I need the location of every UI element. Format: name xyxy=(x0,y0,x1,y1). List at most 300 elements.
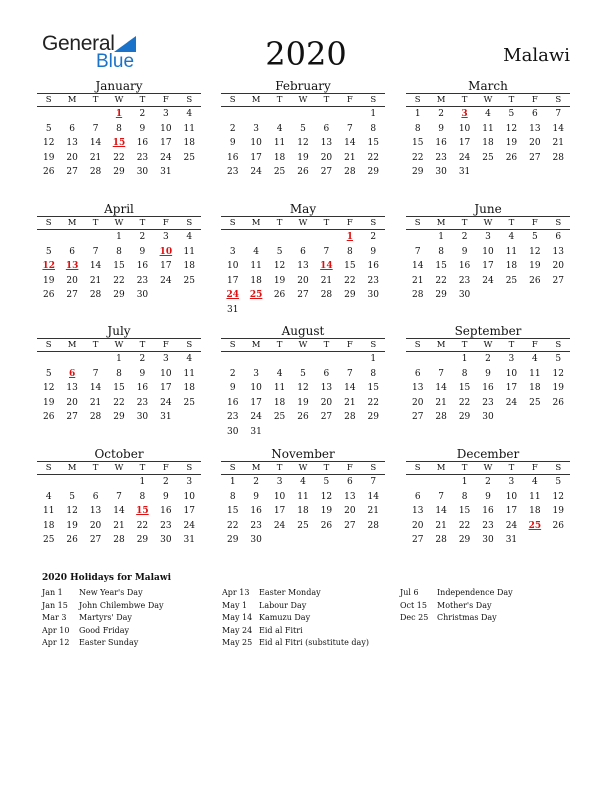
day-cell: 4 xyxy=(485,109,491,119)
weekday-header: T xyxy=(500,461,523,475)
day-cell: 4 xyxy=(186,109,193,119)
day-cell: 17 xyxy=(482,261,494,272)
day-cell: 26 xyxy=(297,167,309,178)
day-cell: 24 xyxy=(160,152,172,163)
day-cell: 23 xyxy=(482,520,494,531)
day-cell: 15 xyxy=(113,261,125,272)
day-cell: 25 xyxy=(42,535,55,546)
empty-day-cell xyxy=(315,230,338,245)
day-cell: 8 xyxy=(438,246,444,257)
holiday-item xyxy=(222,625,369,638)
day-cell: 20 xyxy=(411,397,424,408)
day-cell: 3 xyxy=(162,109,169,119)
holiday-date: Oct 15 xyxy=(400,600,427,610)
weekday-header: S xyxy=(37,216,60,230)
empty-day-cell xyxy=(84,107,107,122)
day-cell: 30 xyxy=(435,167,447,178)
day-cell: 15 xyxy=(435,261,447,272)
day-cell: 6 xyxy=(69,246,75,257)
day-cell: 20 xyxy=(66,152,78,163)
day-cell: 16 xyxy=(226,152,239,163)
day-cell: 3 xyxy=(162,354,169,364)
day-cell: 19 xyxy=(297,152,309,163)
day-cell: 29 xyxy=(113,412,125,423)
day-cell: 5 xyxy=(69,491,75,502)
day-cell: 7 xyxy=(323,246,330,257)
month-name: April xyxy=(104,202,134,216)
day-cell: 24 xyxy=(273,520,286,531)
empty-day-cell xyxy=(221,107,244,122)
holiday-name: Easter Sunday xyxy=(79,638,139,648)
day-cell: 25 xyxy=(482,152,494,163)
weekday-header: S xyxy=(37,338,60,352)
weekday-header: W xyxy=(291,93,314,107)
month-july xyxy=(37,324,201,425)
month-name: September xyxy=(454,324,522,338)
day-cell: 22 xyxy=(113,152,125,163)
day-cell: 21 xyxy=(89,152,102,163)
day-cell: 13 xyxy=(297,261,309,272)
month-days-grid xyxy=(406,338,570,425)
day-cell: 7 xyxy=(370,477,377,487)
day-cell: 10 xyxy=(160,123,172,134)
day-cell: 12 xyxy=(552,491,564,502)
day-cell: 12 xyxy=(273,261,286,272)
day-cell: 20 xyxy=(297,275,309,286)
day-cell: 3 xyxy=(508,477,515,487)
holiday-day-cell: 3 xyxy=(461,109,468,119)
day-cell: 29 xyxy=(435,290,447,301)
holiday-item xyxy=(42,587,164,600)
weekday-header: T xyxy=(268,461,291,475)
day-cell: 9 xyxy=(370,246,377,257)
day-cell: 11 xyxy=(183,123,195,134)
day-cell: 23 xyxy=(250,520,262,531)
day-cell: 21 xyxy=(113,520,125,531)
day-cell: 2 xyxy=(485,477,491,487)
day-cell: 4 xyxy=(276,123,283,134)
month-may xyxy=(221,202,385,318)
day-cell: 13 xyxy=(320,138,333,149)
month-days-grid xyxy=(221,216,385,318)
day-cell: 7 xyxy=(92,246,99,257)
day-cell: 2 xyxy=(229,368,236,379)
empty-day-cell xyxy=(338,107,361,122)
day-cell: 10 xyxy=(250,138,262,149)
holidays-title: 2020 Holidays for Malawi xyxy=(42,573,172,583)
day-cell: 27 xyxy=(320,412,333,423)
day-cell: 25 xyxy=(183,152,195,163)
weekday-header: M xyxy=(244,338,267,352)
day-cell: 5 xyxy=(555,477,562,487)
day-cell: 9 xyxy=(162,491,169,502)
day-cell: 22 xyxy=(458,520,471,531)
month-name: November xyxy=(271,447,335,461)
weekday-header: F xyxy=(154,93,177,107)
day-cell: 5 xyxy=(45,123,52,134)
weekday-header: W xyxy=(291,461,314,475)
day-cell: 15 xyxy=(367,138,379,149)
weekday-header: M xyxy=(429,216,452,230)
day-cell: 4 xyxy=(253,246,259,257)
day-cell: 26 xyxy=(42,290,55,301)
weekday-header: S xyxy=(406,216,429,230)
day-cell: 1 xyxy=(438,232,444,242)
day-cell: 14 xyxy=(411,261,424,272)
day-cell: 26 xyxy=(273,290,286,301)
weekday-header: T xyxy=(315,216,338,230)
weekday-header: S xyxy=(547,93,570,107)
day-cell: 31 xyxy=(160,412,172,423)
holiday-date: Jan 15 xyxy=(42,600,68,610)
holiday-day-cell: 25 xyxy=(249,290,263,301)
day-cell: 2 xyxy=(485,354,491,364)
weekday-header: M xyxy=(60,338,83,352)
day-cell: 13 xyxy=(411,383,424,394)
day-cell: 8 xyxy=(229,491,236,502)
day-cell: 11 xyxy=(183,246,195,257)
day-cell: 18 xyxy=(250,275,262,286)
day-cell: 5 xyxy=(276,246,283,257)
weekday-header: S xyxy=(547,216,570,230)
weekday-header: S xyxy=(547,461,570,475)
day-cell: 1 xyxy=(139,477,146,487)
day-cell: 30 xyxy=(367,290,379,301)
weekday-header: S xyxy=(221,216,244,230)
day-cell: 31 xyxy=(160,167,172,178)
month-september xyxy=(406,324,570,425)
day-cell: 13 xyxy=(344,491,356,502)
day-cell: 15 xyxy=(344,261,356,272)
month-name: May xyxy=(289,202,317,216)
day-cell: 27 xyxy=(66,412,78,423)
day-cell: 3 xyxy=(276,477,283,487)
day-cell: 21 xyxy=(435,397,447,408)
month-days-grid xyxy=(221,93,385,180)
empty-day-cell xyxy=(107,475,130,490)
day-cell: 21 xyxy=(344,397,356,408)
day-cell: 6 xyxy=(323,368,330,379)
day-cell: 14 xyxy=(367,491,379,502)
weekday-header: S xyxy=(221,93,244,107)
holiday-date: Dec 25 xyxy=(400,613,429,623)
day-cell: 6 xyxy=(300,246,306,257)
day-cell: 26 xyxy=(320,520,333,531)
day-cell: 26 xyxy=(42,412,55,423)
holiday-item xyxy=(400,600,513,613)
holiday-day-cell: 24 xyxy=(226,290,239,301)
holiday-day-cell: 12 xyxy=(42,261,55,272)
day-cell: 16 xyxy=(136,261,149,272)
holiday-name: Good Friday xyxy=(79,625,130,635)
day-cell: 3 xyxy=(253,368,259,379)
day-cell: 13 xyxy=(411,506,424,517)
weekday-header: T xyxy=(84,93,107,107)
holiday-day-cell: 13 xyxy=(65,261,79,272)
weekday-header: T xyxy=(315,338,338,352)
day-cell: 7 xyxy=(414,246,421,257)
day-cell: 27 xyxy=(344,520,356,531)
day-cell: 3 xyxy=(253,123,259,134)
day-cell: 5 xyxy=(531,232,538,242)
weekday-header: W xyxy=(107,93,130,107)
day-cell: 10 xyxy=(273,491,286,502)
day-cell: 25 xyxy=(529,397,541,408)
day-cell: 1 xyxy=(116,354,122,364)
day-cell: 20 xyxy=(320,152,333,163)
empty-day-cell xyxy=(37,107,60,122)
day-cell: 15 xyxy=(411,138,424,149)
day-cell: 17 xyxy=(273,506,286,517)
weekday-header: F xyxy=(338,216,361,230)
holiday-day-cell: 1 xyxy=(346,232,353,242)
day-cell: 30 xyxy=(136,290,149,301)
day-cell: 22 xyxy=(113,275,125,286)
day-cell: 10 xyxy=(250,383,262,394)
day-cell: 31 xyxy=(458,167,471,178)
day-cell: 3 xyxy=(162,232,169,242)
day-cell: 23 xyxy=(226,167,239,178)
day-cell: 3 xyxy=(485,232,491,242)
day-cell: 7 xyxy=(555,109,562,119)
month-october xyxy=(37,447,201,548)
weekday-header: S xyxy=(37,93,60,107)
month-november xyxy=(221,447,385,548)
day-cell: 12 xyxy=(552,368,564,379)
day-cell: 6 xyxy=(414,491,421,502)
holiday-column xyxy=(222,587,369,650)
day-cell: 19 xyxy=(529,261,541,272)
day-cell: 4 xyxy=(186,354,193,364)
day-cell: 28 xyxy=(344,167,356,178)
month-january xyxy=(37,79,201,180)
day-cell: 25 xyxy=(273,167,286,178)
holiday-item xyxy=(222,612,369,625)
day-cell: 14 xyxy=(552,123,564,134)
day-cell: 6 xyxy=(414,368,421,379)
empty-day-cell xyxy=(37,352,60,367)
day-cell: 22 xyxy=(226,520,239,531)
day-cell: 4 xyxy=(300,477,306,487)
day-cell: 30 xyxy=(482,535,494,546)
day-cell: 8 xyxy=(346,246,353,257)
day-cell: 23 xyxy=(458,275,471,286)
month-december xyxy=(406,447,570,548)
weekday-header: T xyxy=(84,338,107,352)
day-cell: 29 xyxy=(136,535,149,546)
day-cell: 16 xyxy=(482,383,494,394)
month-days-grid xyxy=(37,216,201,303)
day-cell: 19 xyxy=(42,397,55,408)
day-cell: 11 xyxy=(273,138,286,149)
day-cell: 16 xyxy=(226,397,239,408)
day-cell: 12 xyxy=(505,123,518,134)
holiday-date: May 1 xyxy=(222,600,248,610)
day-cell: 17 xyxy=(458,138,471,149)
weekday-header: T xyxy=(315,93,338,107)
holiday-name: Eid al Fitri xyxy=(259,625,303,635)
day-cell: 26 xyxy=(529,275,541,286)
day-cell: 30 xyxy=(250,535,262,546)
day-cell: 24 xyxy=(505,397,518,408)
day-cell: 17 xyxy=(160,383,172,394)
weekday-header: S xyxy=(37,461,60,475)
empty-day-cell xyxy=(37,475,60,490)
day-cell: 7 xyxy=(346,368,353,379)
day-cell: 30 xyxy=(482,412,494,423)
day-cell: 2 xyxy=(139,109,146,119)
day-cell: 16 xyxy=(435,138,447,149)
day-cell: 13 xyxy=(66,138,78,149)
day-cell: 12 xyxy=(42,138,55,149)
holiday-item xyxy=(222,637,369,650)
day-cell: 14 xyxy=(113,506,125,517)
day-cell: 28 xyxy=(344,412,356,423)
day-cell: 23 xyxy=(226,412,239,423)
weekday-header: T xyxy=(84,216,107,230)
month-name: August xyxy=(281,324,325,338)
day-cell: 2 xyxy=(139,232,146,242)
day-cell: 19 xyxy=(552,383,564,394)
month-name: February xyxy=(275,79,331,93)
day-cell: 5 xyxy=(45,368,52,379)
day-cell: 24 xyxy=(250,412,262,423)
day-cell: 27 xyxy=(552,275,564,286)
day-cell: 29 xyxy=(113,167,125,178)
month-march xyxy=(406,79,570,180)
empty-day-cell xyxy=(338,352,361,367)
day-cell: 16 xyxy=(367,261,379,272)
month-days-grid xyxy=(406,216,570,303)
day-cell: 9 xyxy=(438,123,444,134)
holiday-date: Jan 1 xyxy=(42,588,63,597)
weekday-header: T xyxy=(268,338,291,352)
day-cell: 30 xyxy=(458,290,471,301)
day-cell: 19 xyxy=(273,275,286,286)
day-cell: 11 xyxy=(505,246,518,257)
weekday-header: F xyxy=(154,461,177,475)
day-cell: 29 xyxy=(458,412,471,423)
day-cell: 8 xyxy=(116,246,122,257)
day-cell: 21 xyxy=(89,397,102,408)
day-cell: 8 xyxy=(461,368,468,379)
weekday-header: T xyxy=(268,93,291,107)
country-name: Malawi xyxy=(503,45,570,66)
holiday-date: Apr 10 xyxy=(42,625,70,635)
day-cell: 17 xyxy=(505,383,518,394)
day-cell: 7 xyxy=(92,123,99,134)
day-cell: 14 xyxy=(89,261,102,272)
day-cell: 14 xyxy=(89,383,102,394)
day-cell: 29 xyxy=(113,290,125,301)
day-cell: 25 xyxy=(505,275,518,286)
day-cell: 18 xyxy=(183,138,195,149)
holiday-day-cell: 10 xyxy=(159,246,173,257)
day-cell: 6 xyxy=(531,109,538,119)
empty-day-cell xyxy=(429,352,452,367)
weekday-header: S xyxy=(221,338,244,352)
day-cell: 24 xyxy=(183,520,195,531)
weekday-header: T xyxy=(500,338,523,352)
day-cell: 17 xyxy=(505,506,518,517)
day-cell: 18 xyxy=(273,397,286,408)
day-cell: 17 xyxy=(160,261,172,272)
day-cell: 1 xyxy=(229,477,236,487)
day-cell: 11 xyxy=(273,383,286,394)
empty-day-cell xyxy=(60,475,83,490)
holiday-day-cell: 6 xyxy=(69,368,76,379)
day-cell: 18 xyxy=(529,506,541,517)
holiday-name: Independence Day xyxy=(437,588,513,597)
holiday-name: Easter Monday xyxy=(259,588,321,597)
day-cell: 23 xyxy=(435,152,447,163)
empty-day-cell xyxy=(221,230,244,245)
day-cell: 29 xyxy=(344,290,356,301)
day-cell: 11 xyxy=(297,491,309,502)
day-cell: 4 xyxy=(531,477,538,487)
day-cell: 18 xyxy=(42,520,55,531)
empty-day-cell xyxy=(244,230,267,245)
weekday-header: W xyxy=(476,93,499,107)
day-cell: 12 xyxy=(320,491,333,502)
holiday-item xyxy=(400,612,513,625)
month-days-grid xyxy=(37,338,201,425)
day-cell: 23 xyxy=(136,275,149,286)
day-cell: 22 xyxy=(136,520,149,531)
holiday-date: Jul 6 xyxy=(400,588,419,597)
day-cell: 17 xyxy=(183,506,195,517)
day-cell: 18 xyxy=(505,261,518,272)
weekday-header: S xyxy=(178,461,201,475)
day-cell: 1 xyxy=(370,109,377,119)
holiday-name: Mother's Day xyxy=(437,600,492,610)
day-cell: 19 xyxy=(297,397,309,408)
day-cell: 12 xyxy=(297,138,309,149)
day-cell: 30 xyxy=(136,167,149,178)
holiday-day-cell: 15 xyxy=(112,138,126,149)
weekday-header: W xyxy=(107,338,130,352)
day-cell: 18 xyxy=(529,383,541,394)
day-cell: 10 xyxy=(183,491,195,502)
weekday-header: W xyxy=(107,216,130,230)
day-cell: 2 xyxy=(139,354,146,364)
day-cell: 30 xyxy=(136,412,149,423)
day-cell: 21 xyxy=(320,275,333,286)
day-cell: 7 xyxy=(438,368,444,379)
day-cell: 16 xyxy=(136,383,149,394)
day-cell: 7 xyxy=(346,123,353,134)
weekday-header: F xyxy=(338,338,361,352)
day-cell: 6 xyxy=(92,491,99,502)
day-cell: 2 xyxy=(253,477,259,487)
empty-day-cell xyxy=(315,107,338,122)
holiday-name: Eid al Fitri (substitute day) xyxy=(259,638,369,648)
weekday-header: S xyxy=(406,93,429,107)
day-cell: 26 xyxy=(505,152,518,163)
weekday-header: M xyxy=(244,216,267,230)
holiday-item xyxy=(222,587,369,600)
day-cell: 9 xyxy=(253,491,259,502)
day-cell: 15 xyxy=(113,383,125,394)
weekday-header: F xyxy=(523,216,546,230)
day-cell: 7 xyxy=(116,491,122,502)
day-cell: 16 xyxy=(160,506,172,517)
month-days-grid xyxy=(221,461,385,548)
day-cell: 20 xyxy=(66,275,78,286)
day-cell: 8 xyxy=(116,123,122,134)
day-cell: 8 xyxy=(370,123,377,134)
day-cell: 27 xyxy=(66,167,78,178)
